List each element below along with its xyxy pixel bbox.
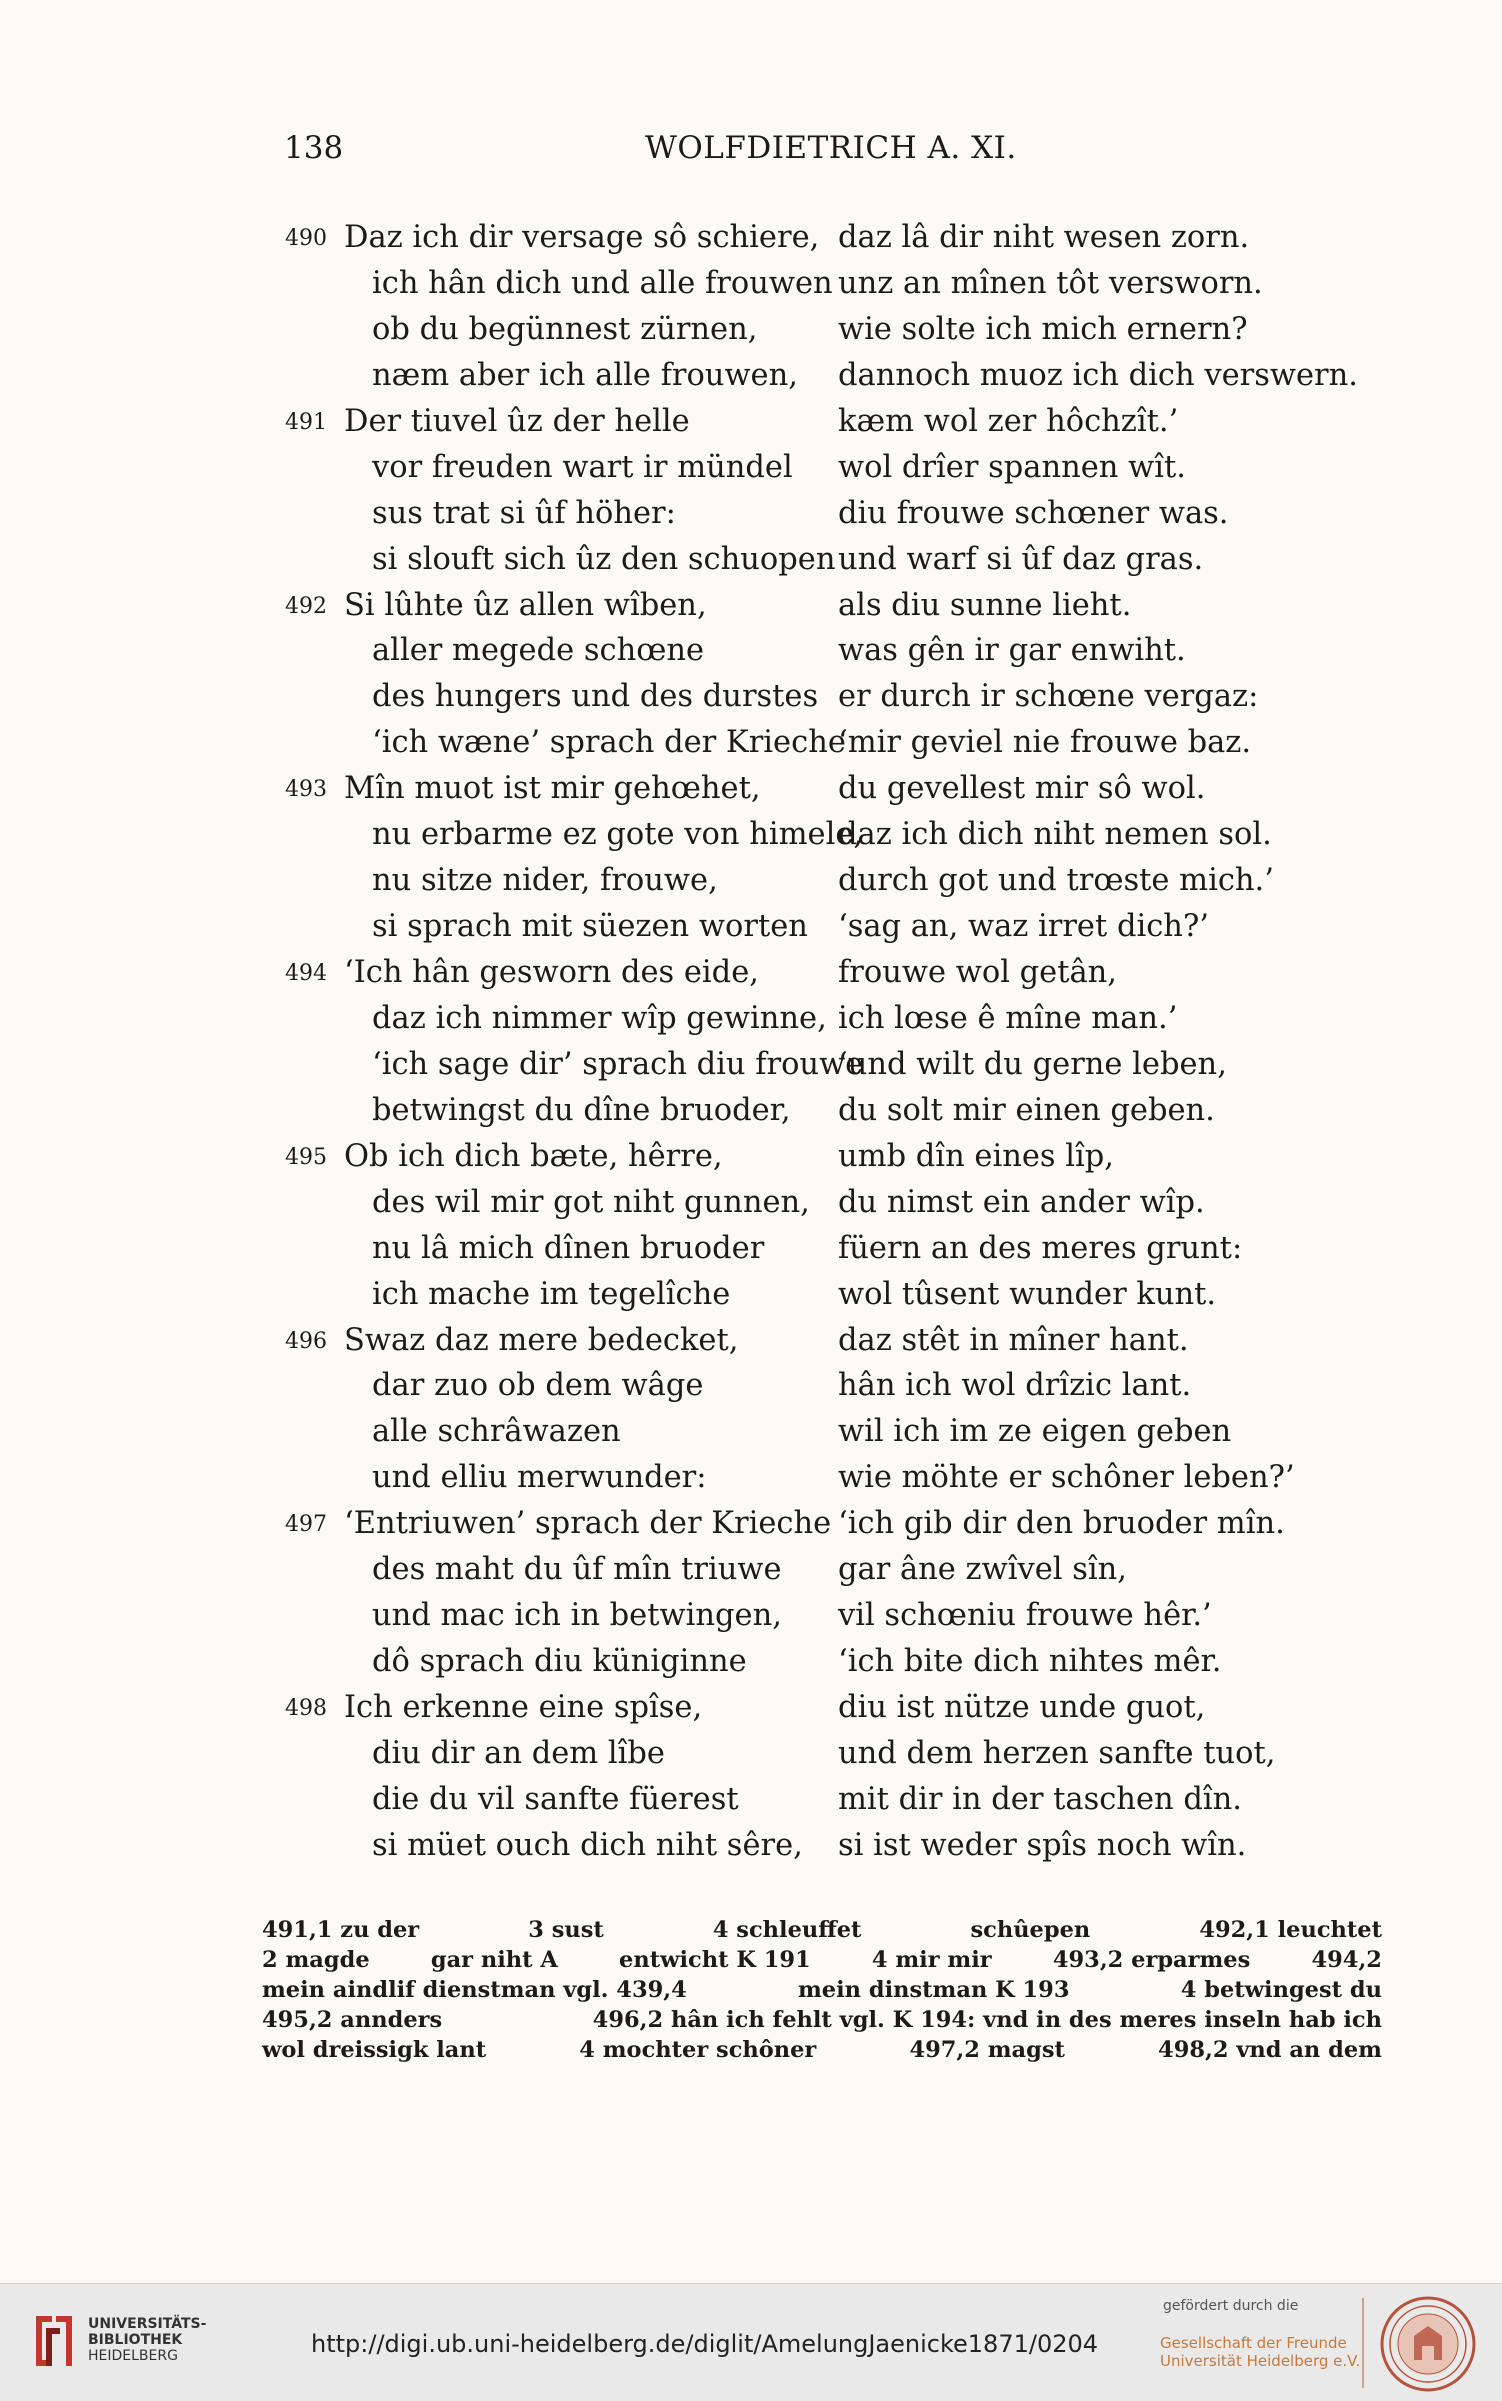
verse-first-half: dar zuo ob dem wâge (372, 1368, 704, 1404)
digitization-footer (0, 2283, 1502, 2401)
verse-first-half: ich mache im tegelîche (372, 1276, 731, 1312)
verse-line (0, 312, 1502, 358)
verse-first-half: ‘Ich hân gesworn des eide, (344, 955, 759, 990)
verse-second-half: du gevellest mir sô wol. (838, 771, 1206, 807)
verse-first-half: des maht du ûf mîn triuwe (372, 1552, 782, 1588)
verse-second-half: ‘und wilt du gerne leben, (838, 1046, 1227, 1082)
verse-second-half: daz ich dich niht nemen sol. (838, 817, 1272, 853)
apparatus-entry: 4 mochter schôner (579, 2037, 817, 2063)
verse-first-half: Ob ich dich bæte, hêrre, (344, 1138, 723, 1174)
library-line: BIBLIOTHEK (88, 2332, 183, 2348)
verse-second-half: wol tûsent wunder kunt. (838, 1276, 1217, 1312)
verse-second-half: unz an mînen tôt versworn. (838, 265, 1263, 301)
apparatus-entry: 496,2 hân ich fehlt vgl. K 194: vnd in des meres inseln hab ich (592, 2007, 1382, 2033)
verse-second-half: ‘ich bite dich nihtes mêr. (838, 1644, 1222, 1680)
verse-first-half: ‘ich wæne’ sprach der Krieche (372, 725, 846, 761)
verse-first-half: diu dir an dem lîbe (372, 1735, 665, 1771)
sponsor-lead: gefördert durch die (1163, 2298, 1299, 2314)
verse-second-half: frouwe wol getân, (838, 955, 1117, 990)
apparatus-entry: 491,1 zu der (262, 1917, 420, 1943)
verse-line (0, 771, 1502, 817)
verse-line (0, 1828, 1502, 1874)
verse-line (0, 679, 1502, 725)
verse-line (0, 633, 1502, 679)
verse-line (0, 1736, 1502, 1782)
verse-line (0, 450, 1502, 496)
verse-first-half: betwingst du dîne bruoder, (372, 1092, 791, 1128)
verse-line (0, 1001, 1502, 1047)
verse-line (0, 1506, 1502, 1552)
verse-first-half: daz ich nimmer wîp gewinne, (372, 1000, 827, 1036)
verse-second-half: mit dir in der taschen dîn. (838, 1781, 1242, 1817)
verse-line (0, 1047, 1502, 1093)
verse-first-half: die du vil sanfte füerest (372, 1781, 739, 1817)
verse-line (0, 220, 1502, 266)
stanza-number: 495 (285, 1144, 327, 1170)
apparatus-entry: 4 betwingest du (1180, 1977, 1382, 2003)
verse-second-half: daz lâ dir niht wesen zorn. (838, 220, 1250, 255)
apparatus-entry: 493,2 erparmes (1052, 1947, 1251, 1973)
verse-first-half: Mîn muot ist mir gehœhet, (344, 771, 761, 807)
verse-second-half: du solt mir einen geben. (838, 1092, 1215, 1128)
footer-divider (1362, 2298, 1364, 2388)
stanza-list (0, 220, 1502, 1874)
stanza-number: 498 (285, 1696, 327, 1721)
verse-second-half: als diu sunne lieht. (838, 587, 1132, 623)
verse-second-half: du nimst ein ander wîp. (838, 1184, 1205, 1220)
verse-second-half: diu frouwe schœner was. (838, 495, 1229, 531)
ub-heidelberg-logo-icon (30, 2312, 80, 2370)
verse-first-half: ich hân dich und alle frouwen (372, 265, 833, 301)
verse-line (0, 725, 1502, 771)
verse-first-half: ‘Entriuwen’ sprach der Krieche (344, 1506, 832, 1542)
verse-second-half: vil schœniu frouwe hêr.’ (838, 1598, 1212, 1634)
verse-line (0, 496, 1502, 542)
verse-line (0, 1277, 1502, 1323)
verse-second-half: ‘sag an, waz irret dich?’ (838, 909, 1209, 945)
apparatus-line (262, 2005, 1382, 2035)
verse-second-half: hân ich wol drîzic lant. (838, 1368, 1192, 1404)
verse-line (0, 1231, 1502, 1277)
verse-line (0, 909, 1502, 955)
verse-line (0, 404, 1502, 450)
critical-apparatus (262, 1915, 1382, 2065)
verse-first-half: und elliu merwunder: (372, 1460, 707, 1496)
verse-line (0, 1460, 1502, 1506)
verse-line (0, 588, 1502, 634)
verse-first-half: nu sitze nider, frouwe, (372, 863, 718, 899)
verse-second-half: wol drîer spannen wît. (838, 449, 1186, 485)
verse-first-half: dô sprach diu küniginne (372, 1644, 747, 1680)
apparatus-entry: mein dinstman K 193 (798, 1977, 1070, 2003)
verse-second-half: wie solte ich mich ernern? (838, 311, 1248, 347)
apparatus-entry: entwicht K 191 (619, 1947, 811, 1973)
stanza-number: 490 (285, 226, 327, 251)
verse-second-half: umb dîn eines lîp, (838, 1138, 1114, 1174)
verse-line (0, 542, 1502, 588)
verse-line (0, 955, 1502, 1001)
verse-second-half: ‘ich gib dir den bruoder mîn. (838, 1506, 1285, 1542)
verse-first-half: nu lâ mich dînen bruoder (372, 1230, 765, 1266)
verse-first-half: si sprach mit süezen worten (372, 909, 808, 945)
verse-line (0, 266, 1502, 312)
verse-first-half: Daz ich dir versage sô schiere, (344, 220, 820, 255)
sponsor-line: Gesellschaft der Freunde (1160, 2334, 1347, 2352)
verse-second-half: ‘mir geviel nie frouwe baz. (838, 725, 1252, 761)
verse-first-half: si müet ouch dich niht sêre, (372, 1827, 803, 1863)
verse-first-half: vor freuden wart ir mündel (372, 449, 793, 485)
verse-second-half: diu ist nütze unde guot, (838, 1690, 1206, 1725)
verse-first-half: nu erbarme ez gote von himele, (372, 817, 864, 853)
apparatus-line (262, 2035, 1382, 2065)
apparatus-entry: schûepen (970, 1917, 1091, 1943)
verse-line (0, 358, 1502, 404)
verse-line (0, 1185, 1502, 1231)
verse-first-half: sus trat si ûf höher: (372, 495, 676, 531)
apparatus-entry: 498,2 vnd an dem (1158, 2037, 1382, 2063)
university-seal-icon (1380, 2296, 1476, 2392)
stanza-number: 494 (285, 961, 327, 986)
verse-first-half: Swaz daz mere bedecket, (344, 1322, 739, 1358)
verse-second-half: wie möhte er schôner leben?’ (838, 1460, 1295, 1496)
verse-line (0, 1323, 1502, 1369)
verse-line (0, 1093, 1502, 1139)
apparatus-entry: 4 mir mir (871, 1947, 992, 1973)
verse-first-half: alle schrâwazen (372, 1414, 621, 1450)
apparatus-entry: 497,2 magst (909, 2037, 1065, 2063)
verse-first-half: næm aber ich alle frouwen, (372, 357, 798, 393)
apparatus-entry: 3 sust (528, 1917, 604, 1943)
page-number: 138 (284, 130, 344, 166)
permalink-url[interactable]: http://digi.ub.uni-heidelberg.de/diglit/AmelungJaenicke1871/0204 (311, 2330, 1099, 2358)
verse-first-half: des hungers und des durstes (372, 679, 819, 715)
apparatus-line (262, 1915, 1382, 1945)
stanza-number: 497 (285, 1512, 327, 1538)
verse-line (0, 863, 1502, 909)
library-name (88, 2316, 206, 2364)
stanza-number: 496 (285, 1328, 327, 1354)
verse-first-half: ‘ich sage dir’ sprach diu frouwe (372, 1046, 864, 1082)
verse-first-half: aller megede schœne (372, 633, 705, 669)
verse-line (0, 1139, 1502, 1185)
verse-line (0, 1368, 1502, 1414)
verse-second-half: und warf si ûf daz gras. (838, 541, 1204, 577)
verse-second-half: und dem herzen sanfte tuot, (838, 1735, 1276, 1771)
stanza-number: 491 (285, 409, 327, 435)
verse-line (0, 1782, 1502, 1828)
page-header (0, 130, 1502, 180)
verse-second-half: er durch ir schœne vergaz: (838, 679, 1259, 715)
verse-first-half: Si lûhte ûz allen wîben, (344, 587, 707, 623)
verse-second-half: was gên ir gar enwiht. (838, 633, 1186, 669)
verse-first-half: ob du begünnest zürnen, (372, 311, 758, 347)
apparatus-entry: mein aindlif dienstman vgl. 439,4 (262, 1977, 687, 2003)
verse-line (0, 1690, 1502, 1736)
apparatus-entry: 4 schleuffet (712, 1917, 862, 1943)
apparatus-line (262, 1945, 1382, 1975)
apparatus-entry: gar niht A (430, 1947, 558, 1973)
apparatus-line (262, 1975, 1382, 2005)
running-title: WOLFDIETRICH A. XI. (645, 130, 1017, 166)
verse-first-half: Ich erkenne eine spîse, (344, 1690, 703, 1725)
verse-second-half: wil ich im ze eigen geben (838, 1414, 1232, 1450)
verse-second-half: si ist weder spîs noch wîn. (838, 1827, 1247, 1863)
verse-line (0, 1552, 1502, 1598)
apparatus-entry: 492,1 leuchtet (1199, 1917, 1382, 1943)
apparatus-entry: 495,2 annders (262, 2007, 443, 2033)
verse-second-half: füern an des meres grunt: (838, 1230, 1243, 1266)
verse-first-half: Der tiuvel ûz der helle (344, 403, 690, 439)
sponsor-name (1160, 2334, 1360, 2370)
stanza-number: 492 (285, 593, 327, 619)
library-line: UNIVERSITÄTS- (88, 2316, 207, 2332)
verse-line (0, 1598, 1502, 1644)
verse-first-half: si slouft sich ûz den schuopen (372, 541, 836, 577)
library-line: HEIDELBERG (88, 2348, 178, 2364)
apparatus-entry: 2 magde (262, 1947, 370, 1973)
verse-second-half: dannoch muoz ich dich verswern. (838, 357, 1358, 393)
verse-first-half: und mac ich in betwingen, (372, 1598, 782, 1634)
verse-line (0, 1644, 1502, 1690)
verse-second-half: kæm wol zer hôchzît.’ (838, 403, 1179, 439)
verse-second-half: gar âne zwîvel sîn, (838, 1552, 1127, 1588)
verse-second-half: daz stêt in mîner hant. (838, 1322, 1189, 1358)
stanza-number: 493 (285, 777, 327, 803)
apparatus-entry: 494,2 (1311, 1947, 1382, 1973)
verse-second-half: durch got und trœste mich.’ (838, 863, 1274, 899)
verse-line (0, 1414, 1502, 1460)
verse-second-half: ich lœse ê mîne man.’ (838, 1000, 1178, 1036)
verse-line (0, 817, 1502, 863)
verse-first-half: des wil mir got niht gunnen, (372, 1184, 810, 1220)
apparatus-entry: wol dreissigk lant (262, 2037, 487, 2063)
sponsor-line: Universität Heidelberg e.V. (1160, 2352, 1361, 2370)
